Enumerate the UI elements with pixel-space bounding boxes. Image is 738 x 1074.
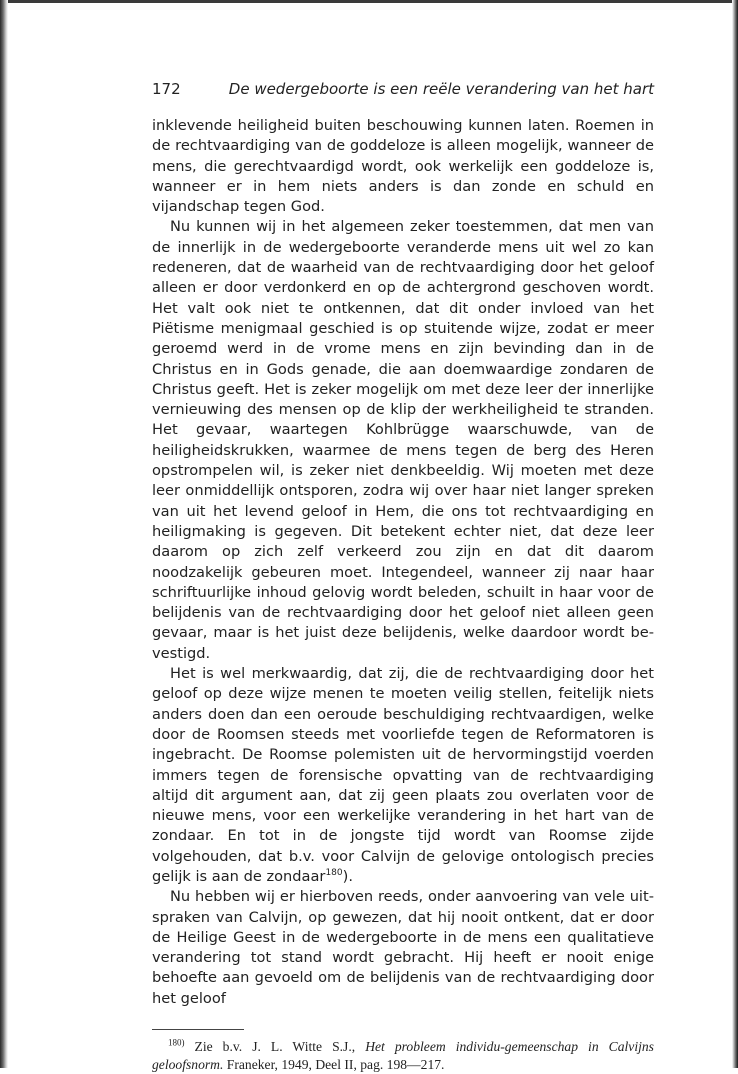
paragraph-3-tail: ). — [342, 867, 353, 885]
footnote-reference[interactable]: 180 — [325, 868, 343, 879]
page-right-edge — [732, 0, 738, 1068]
page-left-edge — [0, 0, 8, 1068]
page-top-edge — [0, 0, 738, 3]
running-title: De wedergeboorte is een reële verandering van het hart — [228, 80, 654, 98]
paragraph-3-text: Het is wel merkwaardig, dat zij, die de rechtvaardiging door het geloof op deze wijze menen te moeten veilig stellen, feitelijk niets anders doen dan een oeroude beschuldiging rechtvaardigen, welke door de Roomsen steeds met voorliefde tegen de Reformatoren is ingebracht. De Roomse polemisten uit de hervormingstijd voerden immers tegen de forensische opvatting van de rechtvaardiging altijd dit argument aan, dat zij geen plaats zou overlaten voor de nieuwe mens, voor een werkelijke verandering in het hart van de zondaar. En tot in de jongste tijd wordt van Roomse zijde volgehouden, dat b.v. voor Calvijn de gelovige ontologisch precies gelijk is aan de zondaar — [152, 665, 654, 885]
running-head — [152, 80, 654, 98]
page-number: 172 — [152, 80, 181, 98]
footnote-lead: Zie b.v. J. L. Witte S.J., — [194, 1039, 356, 1055]
paragraph-2: Nu kunnen wij in het algemeen zeker toestemmen, dat men van de innerlijk in de wedergeboorte veranderde mens uit wel zo kan redeneren, dat de waarheid van de rechtvaardiging door het geloof alleen er door verdonkerd en op de achtergrond geschoven wordt. Het valt ook niet te ontkennen, dat dit onder invloed van het Piëtisme menigmaal geschied is op stuitende wijze, zodat er meer geroemd werd in de vrome mens en zijn bevinding dan in de Christus en in Gods genade, die aan doemwaardige zondaren de Christus geeft. Het is zeker mogelijk om met deze leer der innerlijke vernieuwing des mensen op de klip der werkheiligheid te stranden. Het gevaar, waartegen Kohlbrügge waarschuwde, van de heiligheidskrukken, waarmee de mens tegen de berg des Heren opstrompelen wil, is zeker niet denkbeeldig. Wij moeten met deze leer onmiddellijk ontsporen, zodra wij over haar niet langer spreken van uit het levend geloof in Hem, die ons tot rechtvaardiging en heiligmaking is gegeven. Dit betekent echter niet, dat deze leer daarom op zich zelf verkeerd zou zijn en dat dit daarom noodzakelijk gebeuren moet. Integendeel, wanneer zij naar haar schriftuurlijke inhoud gelovig wordt beleden, schuilt in haar voor de belijdenis van de rechtvaardiging door het geloof niet alleen geen gevaar, maar is het juist deze belijdenis, welke daardoor wordt bevestigd. — [152, 218, 654, 662]
footnote-rest: Franeker, 1949, Deel II, pag. 198—217. — [226, 1057, 445, 1073]
footnote-title: Het probleem individu-gemeenschap in Calvijns geloofsnorm. — [152, 1039, 654, 1073]
paragraph-4: Nu hebben wij er hierboven reeds, onder aanvoering van vele uitspraken van Calvijn, op gewezen, dat hij nooit ontkent, dat er door de Heilige Geest in de wedergeboorte in de mens een qualitatieve verandering tot stand wordt gebracht. Hij heeft er nooit enige behoefte aan gevoeld om de belijdenis van de rechtvaardiging door het geloof — [152, 888, 654, 1007]
footnote — [152, 1038, 654, 1074]
footnote-marker: 180) — [168, 1037, 185, 1048]
paragraph-3 — [152, 664, 654, 887]
paragraph-1: inklevende heiligheid buiten beschouwing kunnen laten. Roemen in de rechtvaardiging van de goddeloze is alleen mogelijk, wanneer de mens, die gerechtvaardigd wordt, ook werkelijk een goddeloze is, wanneer er in hem niets anders is dan zonde en schuld en vijandschap tegen God. — [152, 117, 654, 216]
footnote-rule — [152, 1029, 244, 1030]
body-text — [152, 116, 654, 1009]
book-page — [152, 80, 654, 1074]
